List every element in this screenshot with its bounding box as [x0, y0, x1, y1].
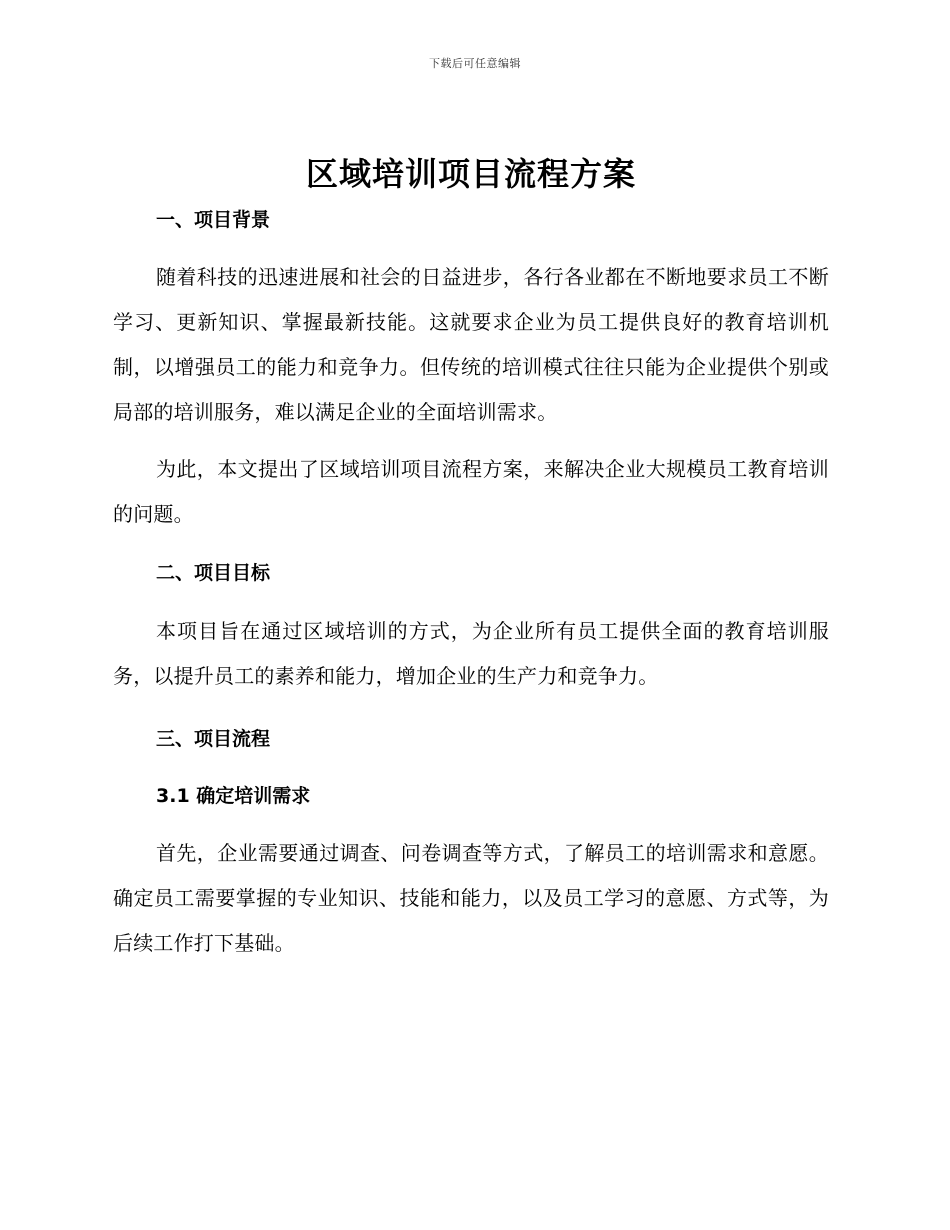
subsection-heading-training-needs: 3.1 确定培训需求: [156, 785, 311, 807]
document-body: [113, 150, 829, 966]
goals-paragraph-1: 本项目旨在通过区域培训的方式，为企业所有员工提供全面的教育培训服务，以提升员工的素养和能力，增加企业的生产力和竞争力。: [113, 619, 829, 688]
section-heading-background: 一、项目背景: [156, 209, 271, 231]
document-title: 区域培训项目流程方案: [305, 155, 636, 193]
training-needs-paragraph-1: 首先，企业需要通过调查、问卷调查等方式，了解员工的培训需求和意愿。确定员工需要掌握的专业知识、技能和能力，以及员工学习的意愿、方式等，为后续工作打下基础。: [113, 841, 829, 955]
background-paragraph-2: 为此，本文提出了区域培训项目流程方案，来解决企业大规模员工教育培训的问题。: [113, 457, 829, 526]
background-paragraph-1: 随着科技的迅速进展和社会的日益进步，各行各业都在不断地要求员工不断学习、更新知识、掌握最新技能。这就要求企业为员工提供良好的教育培训机制，以增强员工的能力和竞争力。但传统的培训模式往往只能为企业提供个别或局部的培训服务，难以满足企业的全面培训需求。: [113, 265, 829, 424]
header-note: 下载后可任意编辑: [429, 57, 521, 70]
section-heading-goals: 二、项目目标: [156, 562, 271, 584]
section-heading-process: 三、项目流程: [156, 728, 271, 750]
